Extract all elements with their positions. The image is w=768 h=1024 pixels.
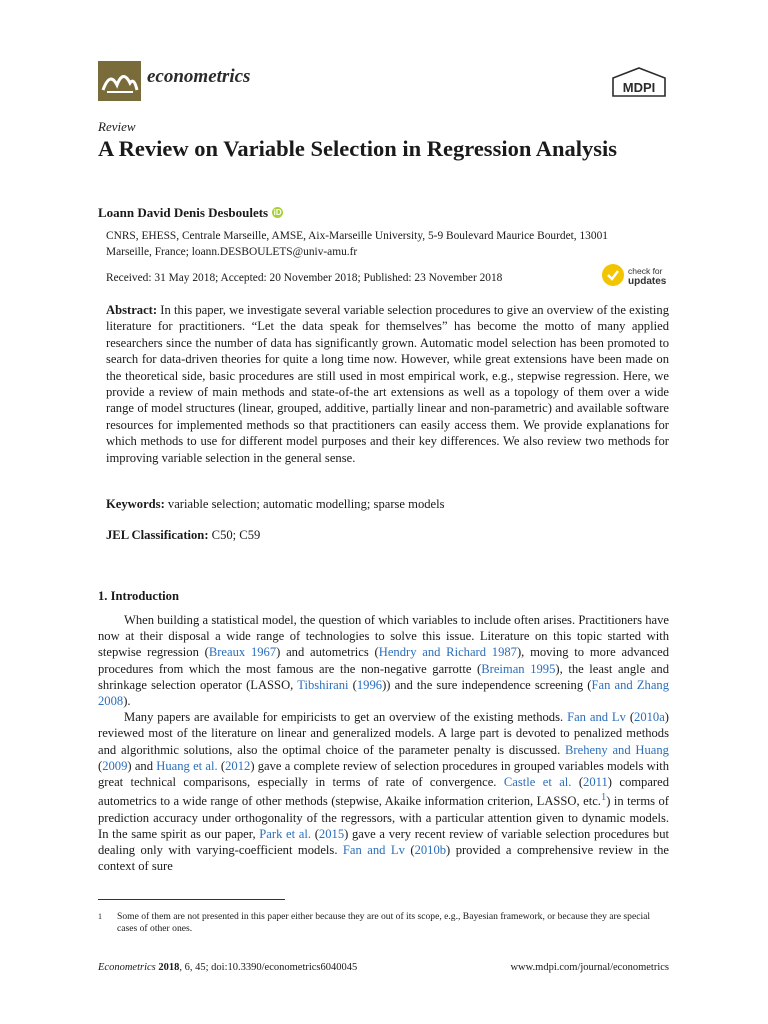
footer-journal: Econometrics xyxy=(98,962,156,973)
journal-logo xyxy=(98,61,141,101)
citation-link[interactable]: Hendry and Richard 1987 xyxy=(378,645,517,660)
footer-doi: , 6, 45; doi:10.3390/econometrics6040045 xyxy=(179,962,358,973)
citation-link[interactable]: 2010a xyxy=(634,710,665,725)
keywords-label: Keywords: xyxy=(106,497,165,511)
keywords-text: variable selection; automatic modelling; sparse models xyxy=(164,497,445,511)
journal-name: econometrics xyxy=(147,66,251,87)
keywords xyxy=(106,497,445,512)
citation-link[interactable]: 2015 xyxy=(318,826,345,841)
jel-label: JEL Classification: xyxy=(106,528,209,542)
journal-logo-icon xyxy=(98,61,141,101)
text-run: ( xyxy=(625,710,635,725)
citation-link[interactable]: 1996 xyxy=(356,677,383,692)
citation-link[interactable]: Fan and Lv xyxy=(342,843,405,858)
text-run: ) reviewed most of the literature on linear and generalized models. A large part is devoted to penalized methods and algorithmic solutions, also the optimal choice of the parameter penalty is discussed. xyxy=(98,710,669,757)
author-line xyxy=(98,205,283,221)
citation-link[interactable]: Breiman 1995 xyxy=(481,661,556,676)
citation-link[interactable]: Tibshirani xyxy=(297,677,349,692)
check-for-updates-badge[interactable] xyxy=(602,264,672,290)
footnote-divider xyxy=(98,899,285,900)
text-run: ( xyxy=(311,826,319,841)
section-heading: 1. Introduction xyxy=(98,589,179,603)
paragraph-2 xyxy=(98,709,669,874)
article-type: Review xyxy=(98,119,136,134)
footer-year: 2018 xyxy=(158,962,180,973)
citation-link[interactable]: Fan and Zhang 2008 xyxy=(98,677,669,709)
abstract-label: Abstract: xyxy=(106,303,158,317)
text-run: When building a statistical model, the question of which variables to include often arises. Practitioners have now at their disposal a wide range of technologies to solve this issue. Literature on this topic started with stepwise regression ( xyxy=(98,613,669,660)
publication-dates: Received: 31 May 2018; Accepted: 20 November 2018; Published: 23 November 2018 xyxy=(106,272,503,284)
citation-link[interactable]: 2010b xyxy=(414,843,447,858)
check-for-label: check for xyxy=(628,266,663,276)
text-run: ) provided a comprehensive review in the context of sure xyxy=(98,843,670,874)
text-run: ( xyxy=(348,677,357,692)
check-for-updates-text xyxy=(628,266,666,287)
paragraph-1 xyxy=(98,612,669,709)
section-body xyxy=(98,612,669,874)
text-run: ) and xyxy=(127,758,157,773)
article-title: A Review on Variable Selection in Regression Analysis xyxy=(98,136,617,161)
text-run: Many papers are available for empiricists to get an overview of the existing methods. xyxy=(124,710,568,725)
footnote-text: Some of them are not presented in this paper either because they are out of its scope, e.g., Bayesian framework, or because they are special cases of other ones. xyxy=(117,911,651,934)
mdpi-logo-icon xyxy=(610,66,668,100)
text-run: ), the least angle and shrinkage selection operator (LASSO, xyxy=(98,661,670,692)
abstract xyxy=(106,302,669,466)
text-run: ) and autometrics ( xyxy=(276,645,379,660)
mdpi-logo-text: MDPI xyxy=(622,80,656,95)
jel-text: C50; C59 xyxy=(208,528,261,542)
text-run: ) gave a complete review of selection procedures in grouped variables models with great technical comparisons, especially in terms of rate of convergence. xyxy=(98,758,670,790)
citation-link[interactable]: 2011 xyxy=(583,775,608,790)
footer-citation xyxy=(98,962,357,973)
footnote-ref[interactable]: 1 xyxy=(600,792,607,804)
citation-link[interactable]: Huang et al. xyxy=(156,758,218,773)
citation-link[interactable]: Castle et al. xyxy=(503,775,572,790)
text-run: ( xyxy=(404,843,415,858)
footer-url[interactable]: www.mdpi.com/journal/econometrics xyxy=(510,962,669,973)
text-run: ( xyxy=(217,758,226,773)
abstract-text: In this paper, we investigate several variable selection procedures to give an overview of the existing literature for practitioners. “Let the data speak for themselves” has become the motto of many applied researchers since the number of data has significantly grown. Automatic model selection has been promoted to search for data-driven theories for quite a long time now. However, while great extensions have been made on the theoretical side, basic procedures are still used in most empirical work, e.g., stepwise regression. Here, we provide a review of main methods and state-of-the art extensions as well as a topology of them over a wide range of model structures (linear, grouped, additive, partially linear and non-parametric) and available software resources for implemented methods so that practitioners can easily access them. We provide explanations for which methods to use for different model purposes and their key differences. We also review two methods for improving variable selection in the general sense. xyxy=(106,303,669,465)
updates-label: updates xyxy=(628,276,667,287)
text-run: ) compared autometrics to a wide range of other methods (stepwise, Akaike information criterion, LASSO, etc. xyxy=(98,775,670,809)
footnote xyxy=(98,911,669,935)
check-mark-icon xyxy=(602,264,624,286)
text-run: ). xyxy=(123,694,131,709)
footnote-number: 1 xyxy=(98,912,102,921)
text-run: )) and the sure independence screening ( xyxy=(382,677,592,692)
text-run: ( xyxy=(98,758,103,773)
citation-link[interactable]: 2009 xyxy=(102,758,128,773)
citation-link[interactable]: Breheny and Huang xyxy=(565,742,669,757)
jel-classification xyxy=(106,528,260,543)
mdpi-logo xyxy=(610,66,668,100)
text-run: ) in terms of prediction accuracy under orthogonality of the regressors, with a particular attention given to dynamic models. In the same spirit as our paper, xyxy=(98,794,670,841)
affiliation: CNRS, EHESS, Centrale Marseille, AMSE, Aix-Marseille University, 5-9 Boulevard Maurice Bourdet, 13001 Marseille, France; loann.DESBOULETS@univ-amu.fr xyxy=(106,230,608,258)
text-run: ), moving to more advanced procedures from which the most famous are the non-negative garrotte ( xyxy=(98,645,670,676)
citation-link[interactable]: Park et al. xyxy=(259,826,312,841)
citation-link[interactable]: 2012 xyxy=(225,758,251,773)
text-run: ( xyxy=(571,775,584,790)
citation-link[interactable]: Fan and Lv xyxy=(567,710,626,725)
orcid-icon[interactable]: iD xyxy=(273,208,282,217)
text-run: ) gave a very recent review of variable selection procedures but dealing only with varying-coefficient models. xyxy=(98,826,669,858)
citation-link[interactable]: Breaux 1967 xyxy=(208,645,277,660)
author-name: Loann David Denis Desboulets xyxy=(98,205,269,220)
